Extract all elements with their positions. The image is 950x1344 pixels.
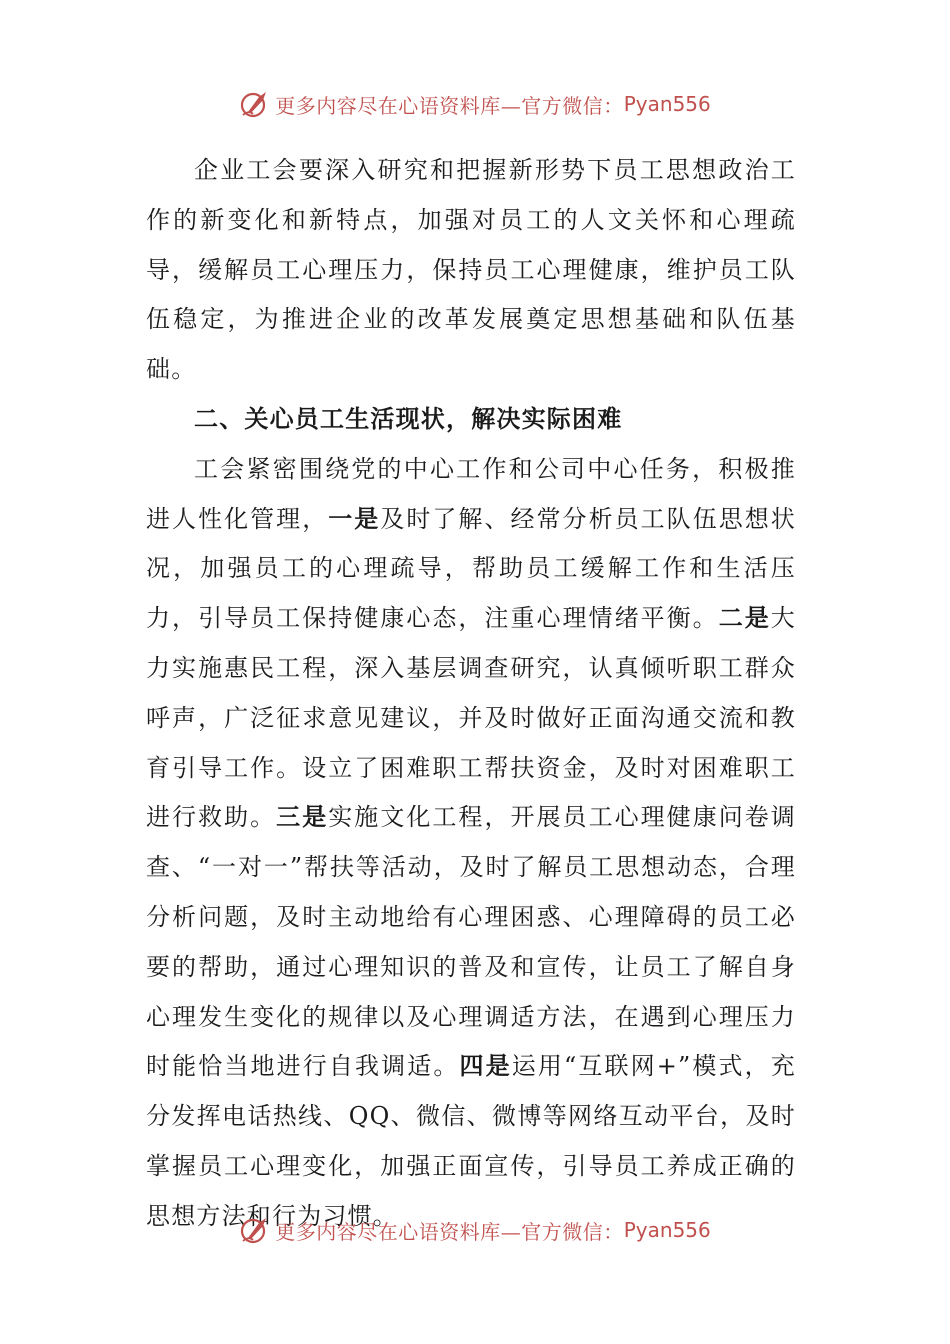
watermark-promo-text: 更多内容尽在心语资料库—官方微信： [275, 93, 624, 118]
header-watermark [0, 82, 950, 126]
marker-one: 一是 [328, 504, 381, 533]
item-four-text: 运用“互联网+”模式，充分发挥电话热线、QQ、微信、微博等网络互动平台，及时掌握员工心理变化，加强正面宣传，引导员工养成正确的思想方法和行为习惯。 [146, 1052, 796, 1230]
pen-nib-logo-icon [239, 1214, 271, 1246]
footer-watermark [0, 1208, 950, 1252]
item-one-text: 及时了解、经常分析员工队伍思想状况，加强员工的心理疏导，帮助员工缓解工作和生活压力，引导员工保持健康心态，注重心理情绪平衡。 [146, 504, 797, 633]
item-three-text: 实施文化工程，开展员工心理健康问卷调查、“一对一”帮扶等活动，及时了解员工思想动态，合理分析问题，及时主动地给有心理困惑、心理障碍的员工必要的帮助，通过心理知识的普及和宣传，让员工了解自身心理发生变化的规律以及心理调适方法，在遇到心理压力时能恰当地进行自我调适。 [146, 803, 797, 1081]
watermark-wechat-id: Pyan556 [623, 92, 711, 116]
marker-two: 二是 [718, 604, 771, 633]
paragraph-intro-text: 工会紧密围绕党的中心工作和公司中心任务，积极推进人性化管理， [146, 454, 796, 533]
section-heading-2: 二、关心员工生活现状，解决实际困难 [194, 404, 623, 433]
paragraph-section-2 [146, 445, 796, 1242]
item-two-text: 大力实施惠民工程，深入基层调查研究，认真倾听职工群众呼声，广泛征求意见建议，并及时做好正面沟通交流和教育引导工作。设立了困难职工帮扶资金，及时对困难职工进行救助。 [146, 604, 796, 832]
watermark-wechat-id: Pyan556 [623, 1218, 711, 1242]
watermark-promo-text: 更多内容尽在心语资料库—官方微信： [275, 1219, 624, 1244]
marker-four: 四是 [459, 1052, 512, 1081]
paragraph-intro: 企业工会要深入研究和把握新形势下员工思想政治工作的新变化和新特点，加强对员工的人文关怀和心理疏导，缓解员工心理压力，保持员工心理健康，维护员工队伍稳定，为推进企业的改革发展奠定思想基础和队伍基础。 [146, 156, 796, 384]
marker-three: 三是 [276, 803, 329, 832]
document-body [146, 146, 796, 1242]
pen-nib-logo-icon [239, 88, 271, 120]
